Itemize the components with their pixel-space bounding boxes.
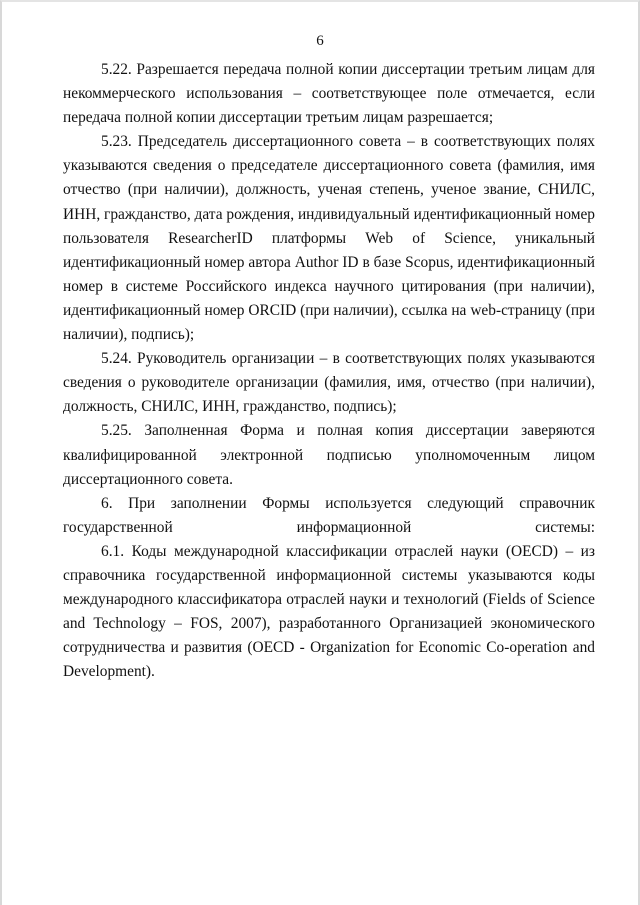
paragraph-5-24: 5.24. Руководитель организации – в соответствующих полях указываются сведения о руководителе организации (фамилия, имя, отчество (при наличии), должность, СНИЛС, ИНН, гражданство, подпись); xyxy=(63,350,595,416)
page-number: 6 xyxy=(316,33,324,49)
paragraph-6-1: 6.1. Коды международной классификации отраслей науки (OECD) – из справочника государственной информационной системы указываются коды международного классификатора отраслей науки и технологий (Fields of Science and Technology – FOS, 2007), разработанного Организацией экономического сотрудничества и развития (OECD - Organization for Economic Co-operation and Development). xyxy=(63,542,595,681)
paragraph-6: 6. При заполнении Формы используется следующий справочник государственной информационной системы: xyxy=(63,494,595,536)
paragraph-5-25: 5.25. Заполненная Форма и полная копия диссертации заверяются квалифицированной электронной подписью уполномоченным лицом диссертационного совета. xyxy=(63,422,595,488)
paragraph-5-23: 5.23. Председатель диссертационного совета – в соответствующих полях указываются сведения о председателе диссертационного совета (фамилия, имя отчество (при наличии), должность, ученая степень, ученое звание, СНИЛС, ИНН, гражданство, дата рождения, индивидуальный идентификационный номер пользователя ResearcherID платформы Web of Science, уникальный идентификационный номер автора Author ID в базе Scopus, идентификационный номер в системе Российского индекса научного цитирования (при наличии), идентификационный номер ORCID (при наличии), ссылка на web-страницу (при наличии), подпись); xyxy=(63,133,595,344)
paragraph-5-22: 5.22. Разрешается передача полной копии диссертации третьим лицам для некоммерческого использования – соответствующее поле отмечается, если передача полной копии диссертации третьим лицам разрешается; xyxy=(63,61,595,127)
document-body xyxy=(63,58,595,684)
